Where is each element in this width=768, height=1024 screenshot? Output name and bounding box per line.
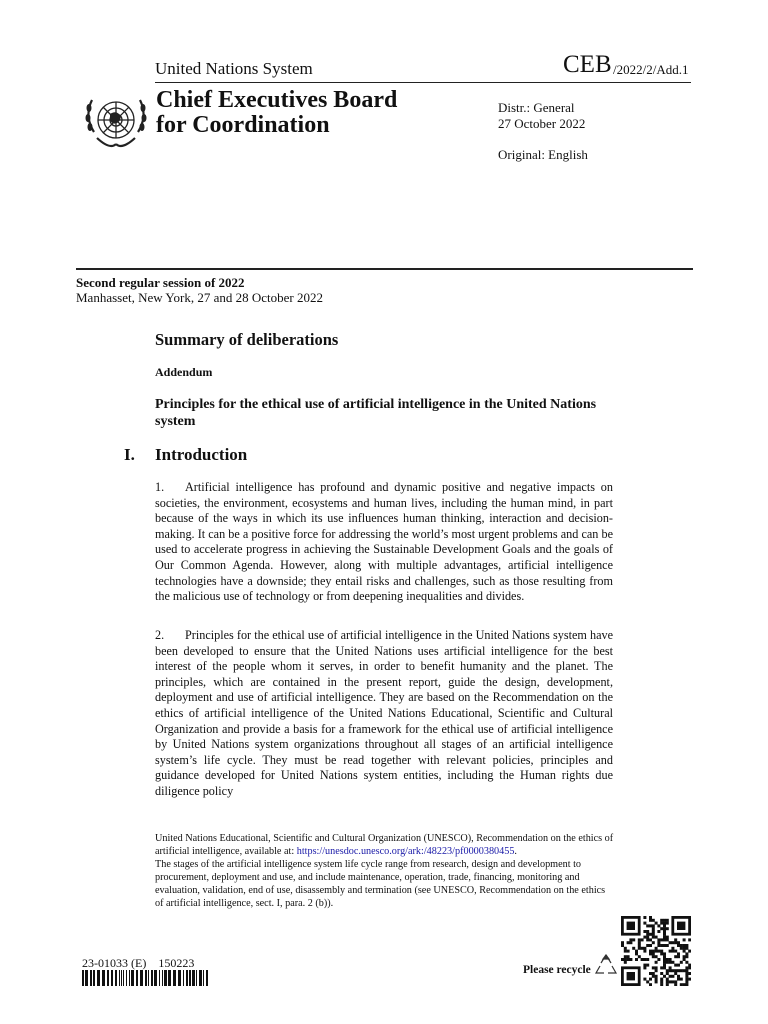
- section-title: Introduction: [155, 445, 248, 464]
- footnote-2: The stages of the artificial intelligence system life cycle range from research, design and development to procurement, deployment and use, and include maintenance, operation, trade, financing, monitoring and evaluation, validation, end of use, disassembly and termination (see UNESCO, Recommendation on the ethics of artificial intelligence, sect. I, para. 2 (b)).: [155, 859, 606, 909]
- original-language: Original: English: [498, 147, 588, 162]
- footnote-end: .: [514, 846, 517, 857]
- distribution-block: [498, 100, 585, 132]
- header-rule: [155, 82, 691, 83]
- footnote-text: United Nations Educational, Scientific and Cultural Organization (UNESCO), Recommendation on the ethics of artificial intelligence, available at:: [155, 833, 614, 857]
- un-emblem-icon: [80, 92, 152, 154]
- recycle-icon: [593, 952, 619, 978]
- paragraph-number: 2.: [155, 628, 165, 642]
- board-name-line-2: for Coordination: [156, 112, 330, 138]
- job-number: 23-01033 (E) 150223: [82, 956, 195, 970]
- document-symbol-suffix: /2022/2/Add.1: [613, 62, 689, 77]
- addendum-label: Addendum: [155, 365, 213, 379]
- distribution-label: Distr.: General: [498, 100, 575, 115]
- document-subtitle: Principles for the ethical use of artificial intelligence in the United Nations system: [155, 397, 597, 429]
- qr-code: [621, 916, 691, 986]
- paragraph-text: Artificial intelligence has profound and dynamic positive and negative impacts on societies, the environment, ecosystems and human lives, including the human mind, in part because of the ways in which its use influences human thinking, interaction and decision-making. It can be a positive force for addressing the world’s most urgent problems and can be used to accelerate progress in achieving the Sustainable Development Goals and the goals of Our Common Agenda. However, along with multiple advantages, artificial intelligence technologies have a downside; they entail risks and challenges, such as those resulting from the malicious use of technology or from deepening inequalities and divides.: [155, 480, 613, 604]
- document-date: 27 October 2022: [498, 116, 586, 131]
- section-number: I.: [124, 445, 135, 464]
- footnote-1: [155, 832, 615, 858]
- organization-system-label: United Nations System: [155, 59, 313, 78]
- paragraph-text: Principles for the ethical use of artificial intelligence in the United Nations system have been developed to ensure that the United Nations uses artificial intelligence for the best interest of the people whom it serves, in order to benefit humanity and the planet. The principles, which are contained in the present report, guide the design, development, deployment and use of artificial intelligence. They are based on the Recommendation on the ethics of artificial intelligence of the United Nations Educational, Scientific and Cultural Organization and provide a basis for a framework for the ethical use of artificial intelligence by United Nations system organizations throughout all stages of an artificial intelligence system’s life cycle. They must be read together with relevant policies, principles and guidance developed for United Nations system entities, including the Human rights due diligence policy: [155, 628, 613, 798]
- session-title: Second regular session of 2022: [76, 275, 245, 290]
- document-title: Summary of deliberations: [155, 330, 339, 349]
- session-place-dates: Manhasset, New York, 27 and 28 October 2022: [76, 290, 323, 305]
- board-name-line-1: Chief Executives Board: [156, 87, 398, 113]
- document-symbol-main: CEB: [563, 51, 612, 78]
- paragraph-1: [155, 480, 613, 605]
- paragraph-2: [155, 628, 613, 800]
- barcode: [82, 970, 210, 986]
- recycle-label: Please recycle: [523, 964, 591, 976]
- paragraph-number: 1.: [155, 480, 165, 494]
- session-rule: [76, 268, 693, 270]
- unesco-link[interactable]: https://unesdoc.unesco.org/ark:/48223/pf0000380455: [296, 846, 515, 857]
- board-name: [156, 88, 397, 138]
